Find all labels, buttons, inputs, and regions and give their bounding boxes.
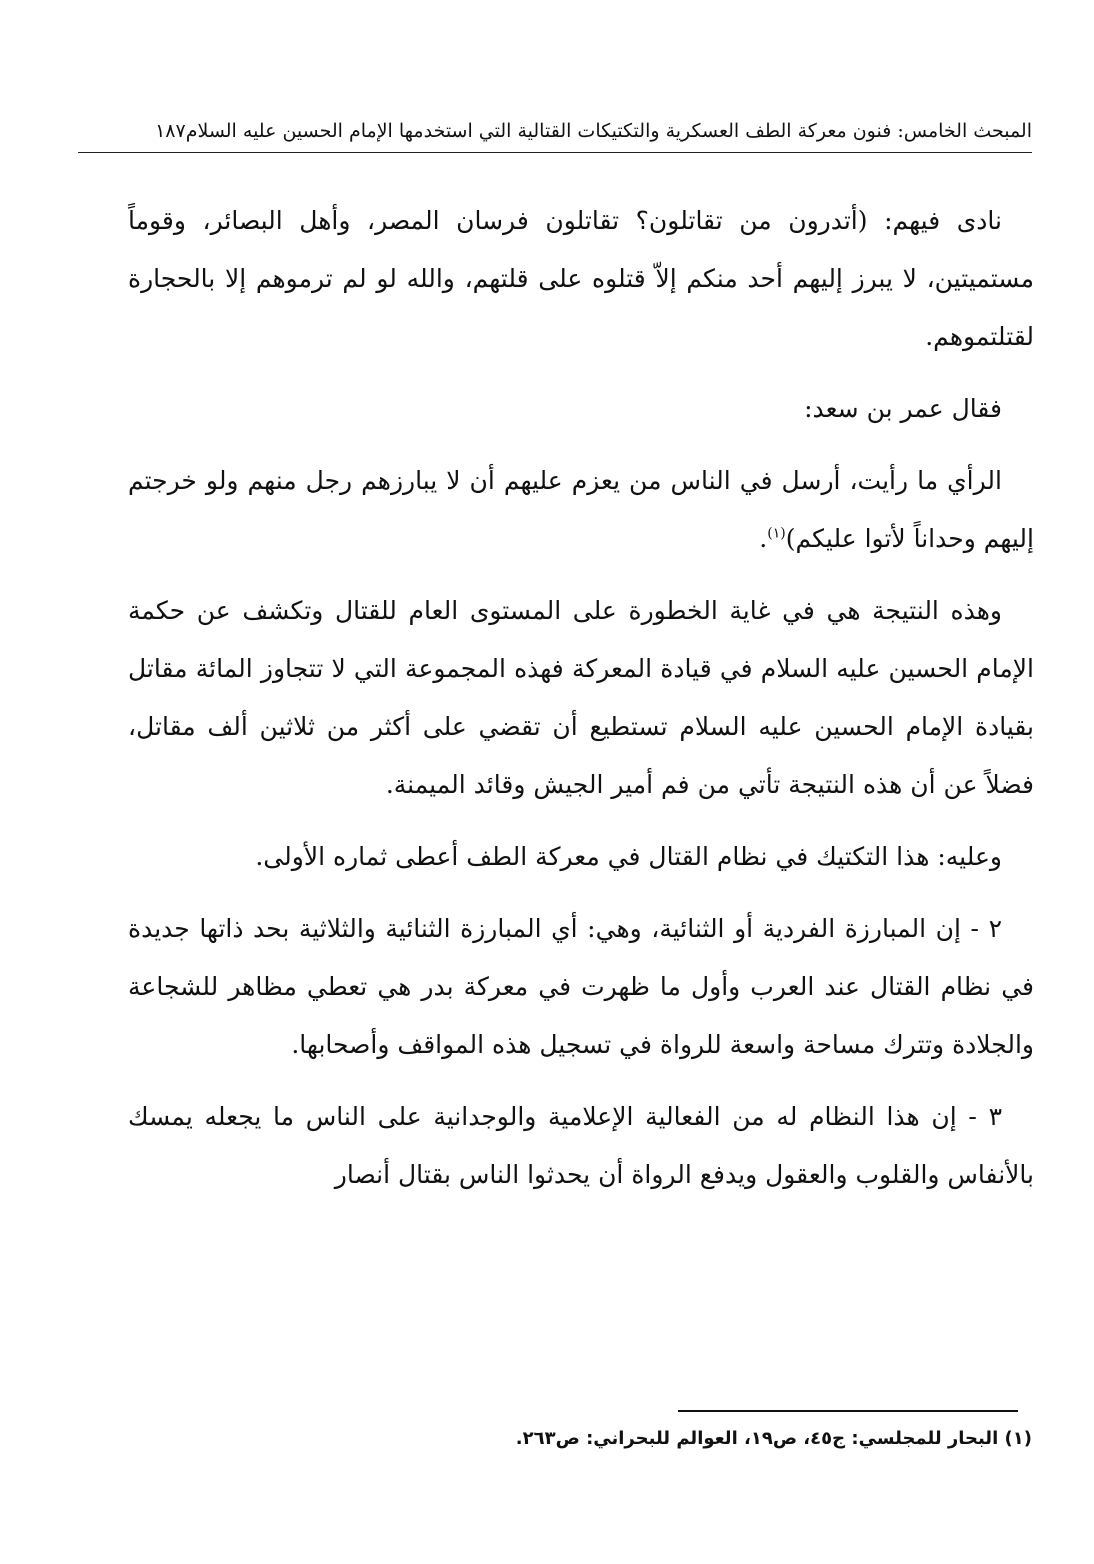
paragraph-point-2: ٢ - إن المبارزة الفردية أو الثنائية، وهي: أي المبارزة الثنائية والثلاثية بحد ذاتها جديدة في نظام القتال عند العرب وأول ما ظهرت في معركة بدر هي تعطي مظاهر للشجاعة والجلادة وتترك مساحة واسعة للرواة في تسجيل هذه المواقف وأصحابها. — [128, 914, 1034, 1059]
body-text — [128, 192, 1034, 1204]
paragraph-result: وهذه النتيجة هي في غاية الخطورة على المستوى العام للقتال وتكشف عن حكمة الإمام الحسين عليه السلام في قيادة المعركة فهذه المجموعة التي لا تتجاوز المائة مقاتل بقيادة الإمام الحسين عليه السلام تستطيع أن تقضي على أكثر من ثلاثين ألف مقاتل، فضلاً عن أن هذه النتيجة تأتي من فم أمير الجيش وقائد الميمنة. — [128, 596, 1034, 799]
quote-end-period: . — [759, 524, 768, 553]
paragraph-speaker: فقال عمر بن سعد: — [804, 394, 1002, 423]
footnote-marker: (١) — [1004, 1428, 1032, 1449]
footnote-reference[interactable]: (١) — [767, 525, 786, 542]
quote-end-text: الرأي ما رأيت، أرسل في الناس من يعزم عليهم أن لا يبارزهم رجل منهم ولو خرجتم إليهم وحداناً لأتوا عليكم) — [128, 466, 1034, 553]
running-header — [80, 118, 1032, 144]
paragraph-point-3: ٣ - إن هذا النظام له من الفعالية الإعلامية والوجدانية على الناس ما يجعله يمسك بالأنفاس والقلوب والعقول ويدفع الرواة أن يحدثوا الناس بقتال أنصار — [128, 1102, 1034, 1189]
paragraph-quote-end — [128, 452, 1034, 568]
paragraph-conclusion: وعليه: هذا التكتيك في نظام القتال في معركة الطف أعطى ثماره الأولى. — [255, 842, 1002, 871]
page-number: ١٨٧ — [155, 120, 186, 142]
header-divider — [78, 152, 1032, 153]
paragraph-quote-start: نادى فيهم: (أتدرون من تقاتلون؟ تقاتلون فرسان المصر، وأهل البصائر، وقوماً مستميتين، لا يبرز إليهم أحد منكم إلاّ قتلوه على قلتهم، والله لو لم ترموهم إلا بالحجارة لقتلتموهم. — [128, 206, 1034, 351]
running-title: المبحث الخامس: فنون معركة الطف العسكرية والتكتيكات القتالية التي استخدمها الإمام الحسين عليه السلام — [185, 120, 1032, 142]
footnote — [128, 1424, 1032, 1454]
footnote-text: البحار للمجلسي: ج٤٥، ص١٩، العوالم للبحراني: ص٢٦٣. — [515, 1428, 999, 1449]
footnote-divider — [678, 1410, 1018, 1412]
